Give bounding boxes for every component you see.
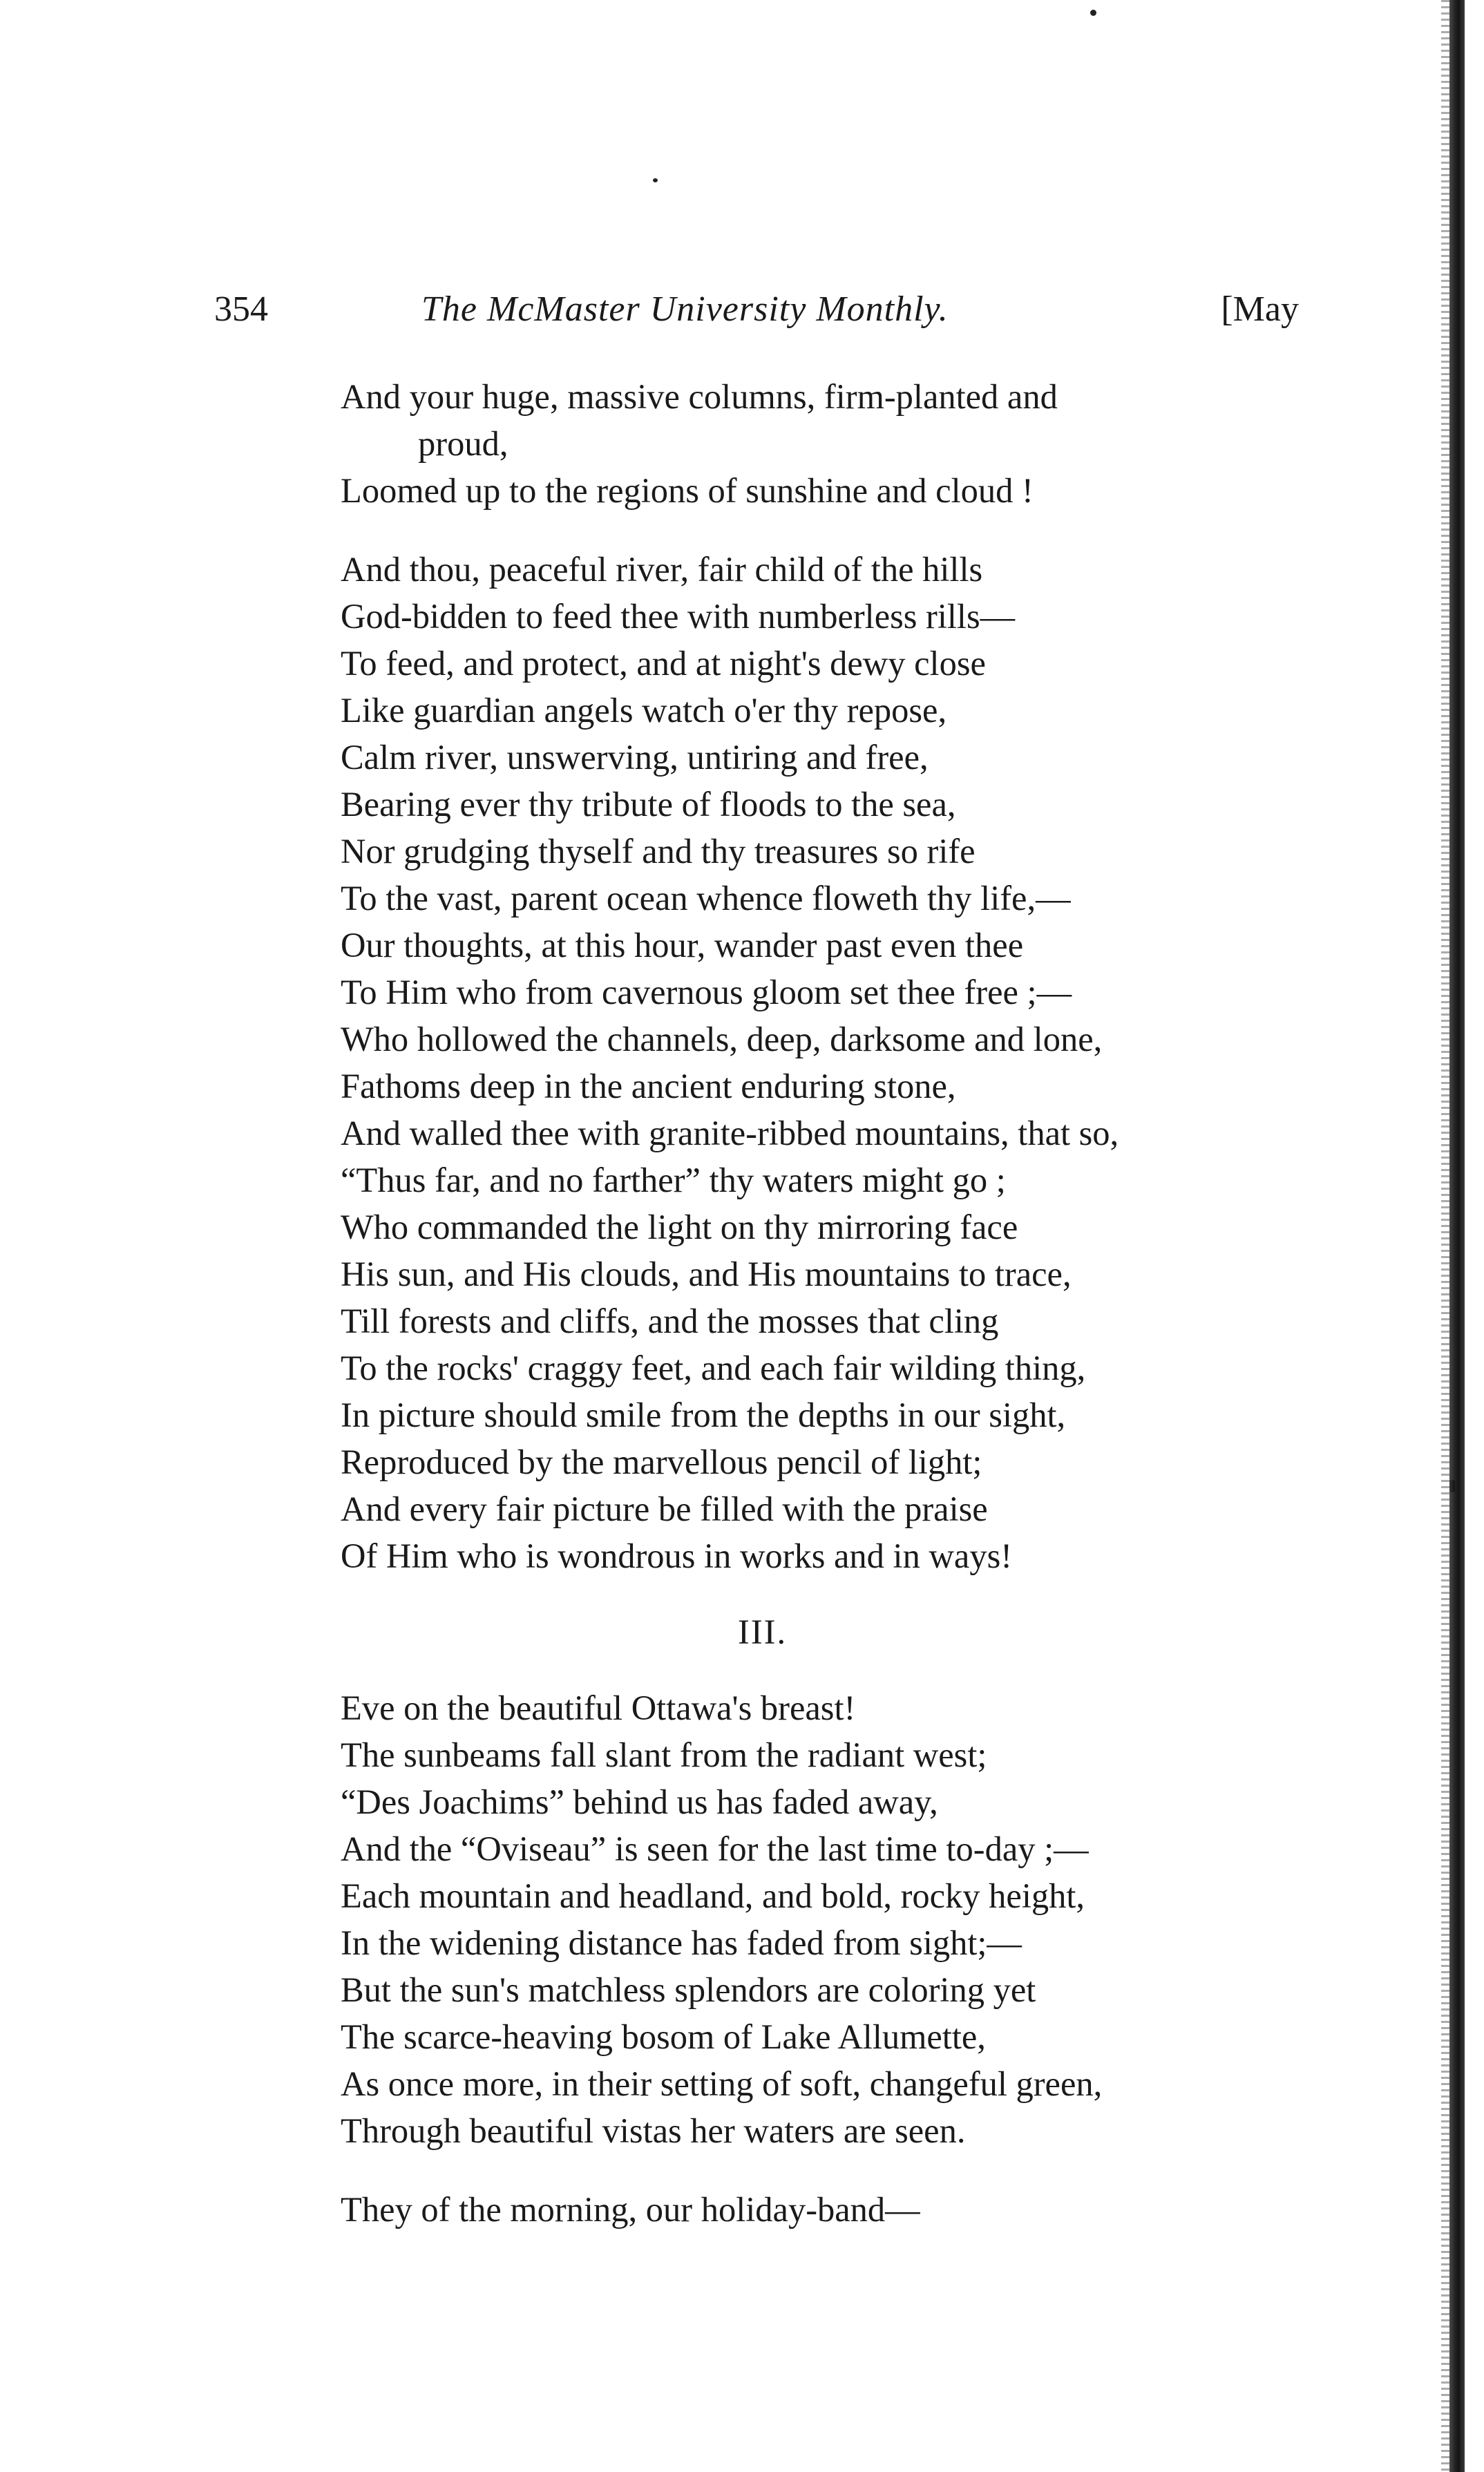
- poem-line: Who commanded the light on thy mirroring face: [341, 1208, 1018, 1246]
- poem-line: Eve on the beautiful Ottawa's breast!: [341, 1689, 856, 1727]
- poem-body: [341, 373, 1308, 2233]
- poem-line: And thou, peaceful river, fair child of the hills: [341, 550, 983, 589]
- poem-line: But the sun's matchless splendors are coloring yet: [341, 1970, 1036, 2009]
- scan-speck: [653, 178, 658, 182]
- poem-line: “Des Joachims” behind us has faded away,: [341, 1782, 938, 1821]
- poem-line: As once more, in their setting of soft, changeful green,: [341, 2064, 1103, 2103]
- poem-line: Bearing ever thy tribute of floods to the sea,: [341, 785, 956, 824]
- running-header: [214, 289, 1299, 337]
- poem-line: Calm river, unswerving, untiring and free,: [341, 738, 929, 777]
- poem-line: Like guardian angels watch o'er thy repose,: [341, 691, 947, 730]
- poem-line: Nor grudging thyself and thy treasures so rife: [341, 832, 976, 871]
- poem-line: Loomed up to the regions of sunshine and cloud !: [341, 471, 1034, 510]
- running-title: The McMaster University Monthly.: [421, 289, 949, 329]
- stanza: [341, 1684, 1308, 2154]
- section-heading: III.: [738, 1613, 788, 1651]
- poem-line: “Thus far, and no farther” thy waters might go ;: [341, 1161, 1006, 1199]
- stanza: [341, 2186, 1308, 2233]
- poem-line: The scarce-heaving bosom of Lake Allumette,: [341, 2017, 986, 2056]
- stanza: [341, 546, 1308, 1579]
- page-edge-fringe: [1441, 0, 1449, 2472]
- poem-line: Through beautiful vistas her waters are seen.: [341, 2111, 966, 2150]
- poem-line: To feed, and protect, and at night's dewy close: [341, 644, 986, 683]
- poem-line: Of Him who is wondrous in works and in ways!: [341, 1537, 1013, 1575]
- poem-line: To the vast, parent ocean whence floweth thy life,—: [341, 879, 1071, 918]
- poem-line: Till forests and cliffs, and the mosses that cling: [341, 1302, 999, 1340]
- poem-line: In picture should smile from the depths in our sight,: [341, 1396, 1066, 1434]
- stanza: [341, 373, 1308, 514]
- scan-speck: [1090, 10, 1096, 16]
- poem-line: His sun, and His clouds, and His mountains to trace,: [341, 1255, 1072, 1293]
- poem-line: The sunbeams fall slant from the radiant west;: [341, 1736, 987, 1774]
- issue-month: [May: [1221, 289, 1299, 329]
- poem-line: And every fair picture be filled with the praise: [341, 1490, 988, 1528]
- poem-line: Reproduced by the marvellous pencil of light;: [341, 1443, 982, 1481]
- poem-line: God-bidden to feed thee with numberless rills—: [341, 597, 1016, 636]
- poem-line: Who hollowed the channels, deep, darksome and lone,: [341, 1020, 1103, 1058]
- page-edge-shadow: [1449, 0, 1465, 2472]
- poem-line: In the widening distance has faded from sight;—: [341, 1923, 1022, 1962]
- poem-line: To the rocks' craggy feet, and each fair wilding thing,: [341, 1349, 1086, 1387]
- poem-line: Our thoughts, at this hour, wander past even thee: [341, 926, 1024, 964]
- poem-line: Each mountain and headland, and bold, rocky height,: [341, 1876, 1085, 1915]
- poem-line: And the “Oviseau” is seen for the last time to-day ;—: [341, 1829, 1089, 1868]
- poem-line: To Him who from cavernous gloom set thee free ;—: [341, 973, 1072, 1011]
- poem-line: proud,: [418, 424, 508, 463]
- poem-line: They of the morning, our holiday-band—: [341, 2190, 920, 2229]
- page-number: 354: [214, 289, 268, 329]
- poem-line: And your huge, massive columns, firm-planted and: [341, 377, 1058, 416]
- poem-line: Fathoms deep in the ancient enduring stone,: [341, 1067, 956, 1105]
- poem-line: And walled thee with granite-ribbed mountains, that so,: [341, 1114, 1119, 1152]
